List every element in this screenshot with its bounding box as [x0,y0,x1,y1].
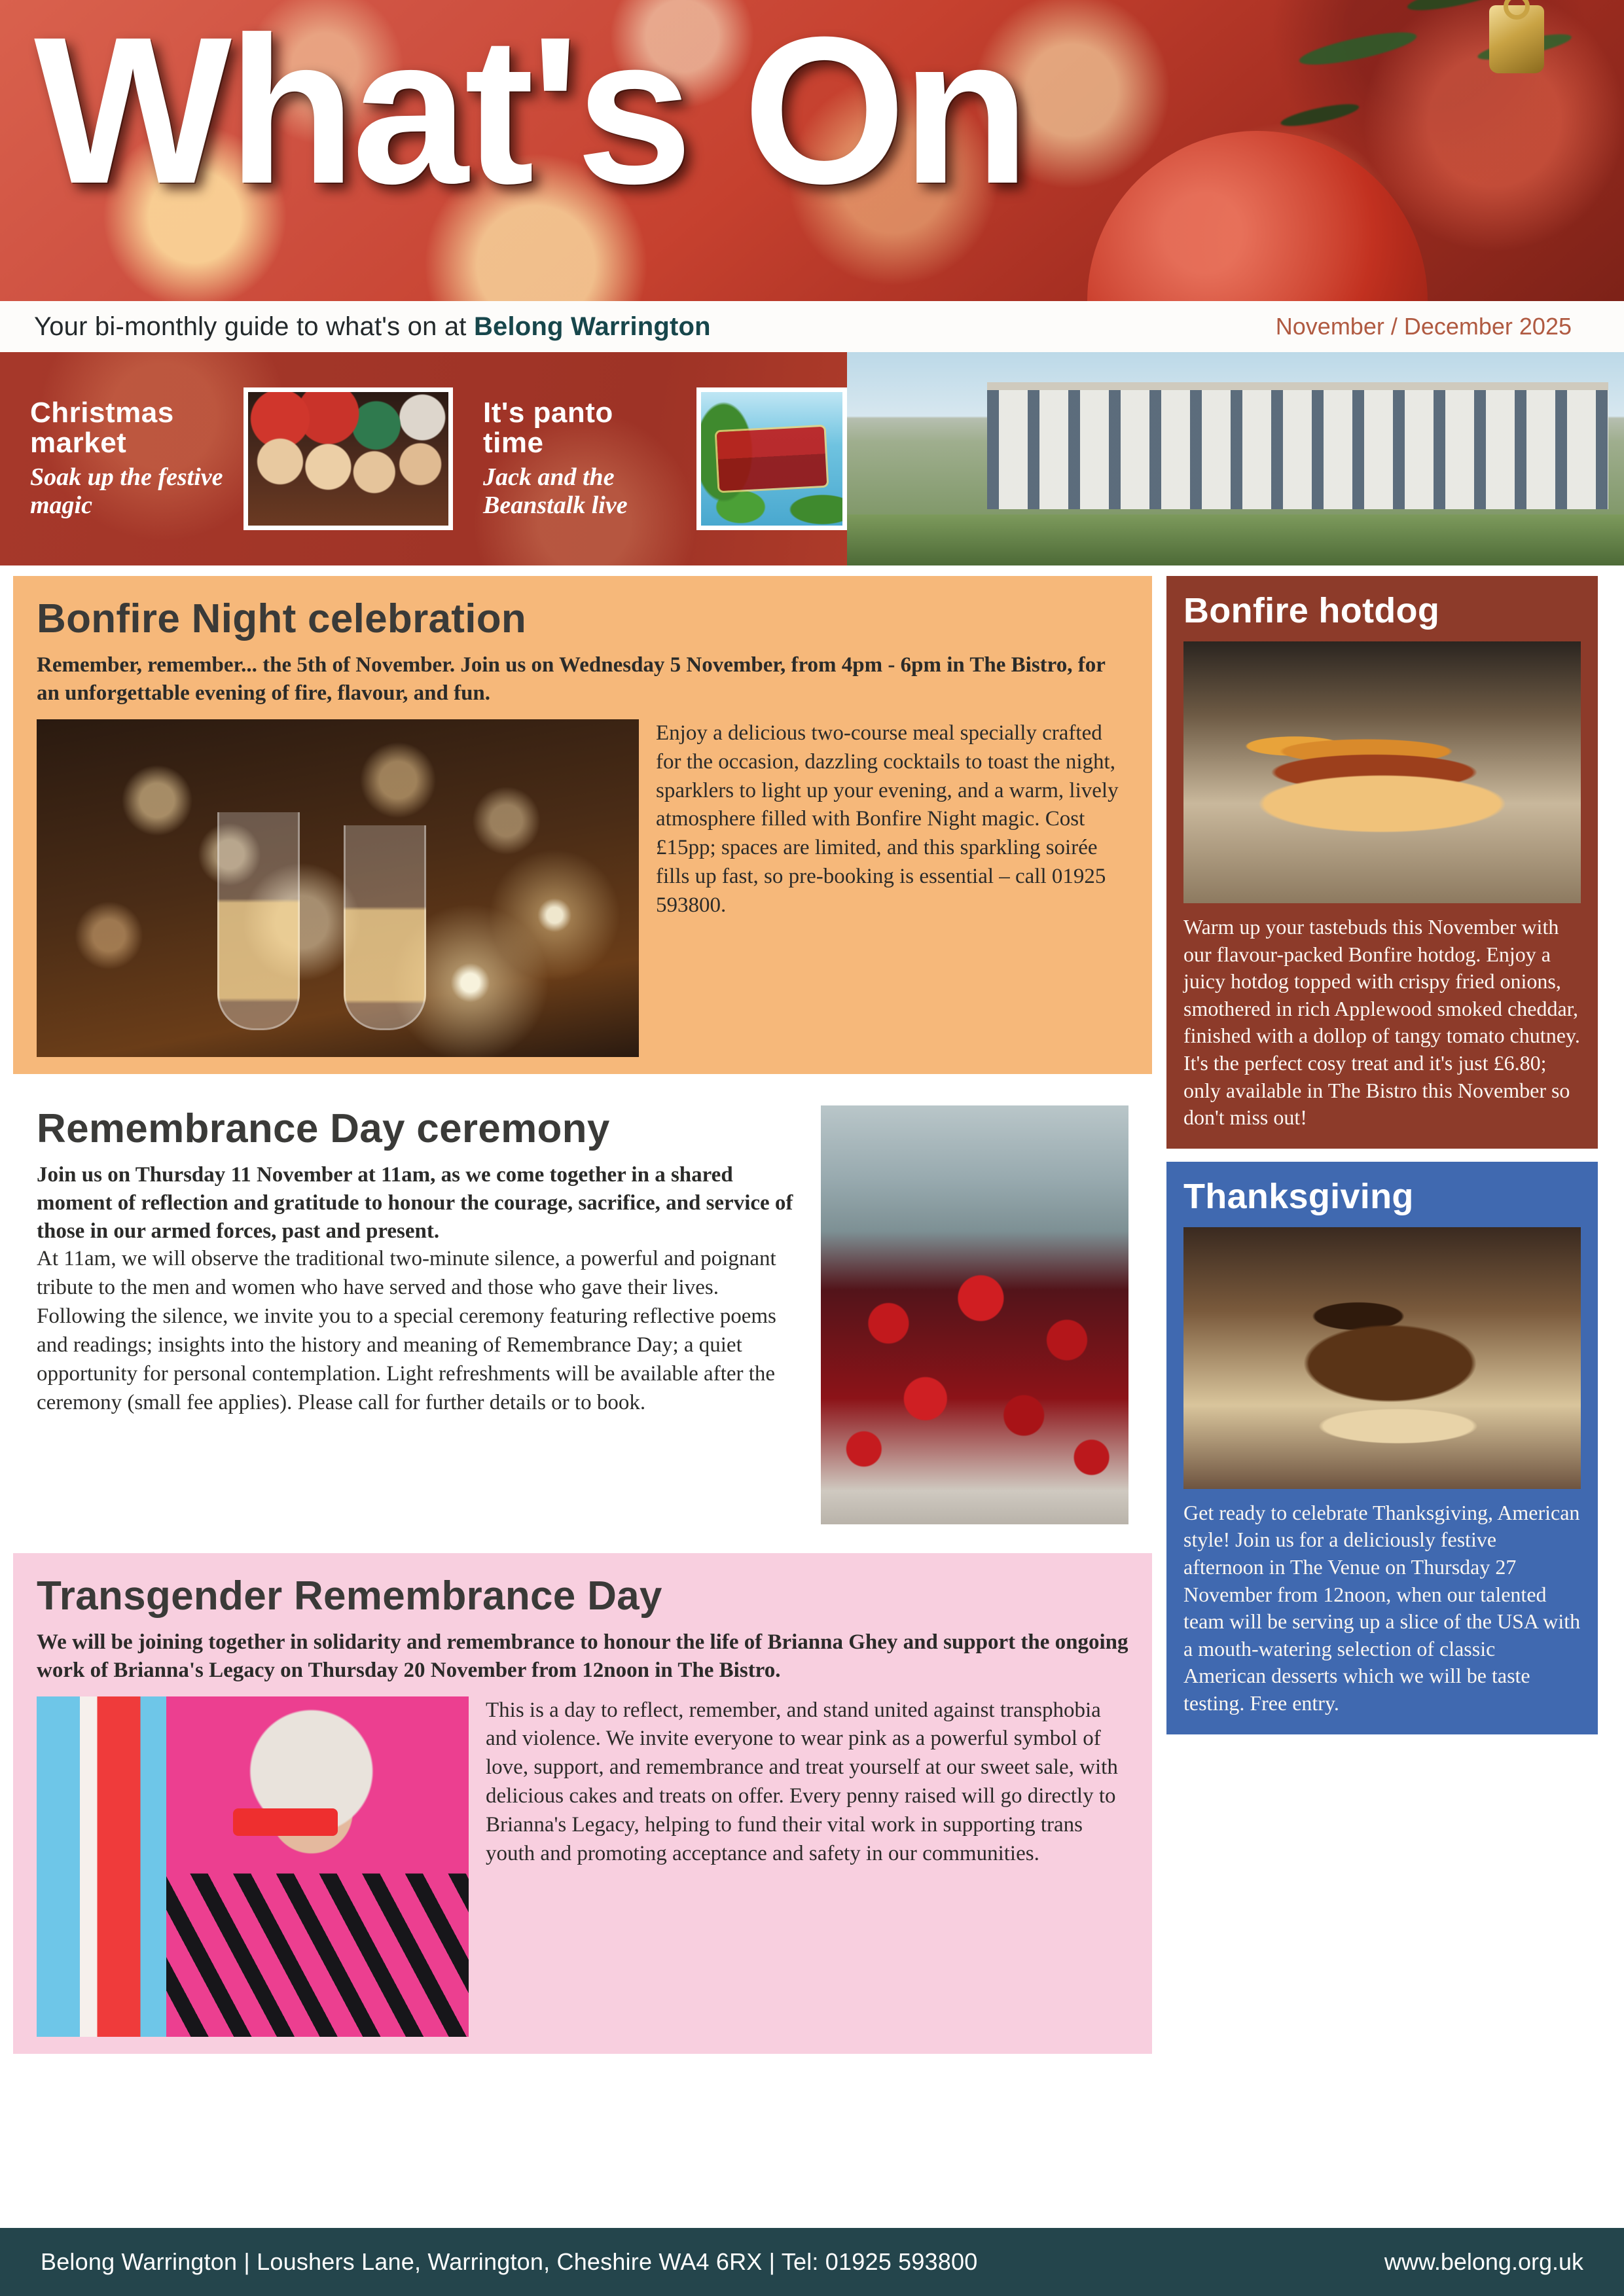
article-body: This is a day to reflect, remember, and stand united against transphobia and violence. We invite everyone to wear pink as a powerful symbol of love, support, and remembrance and treat yourself at our sweet sale, with delicious cakes and treats on offer. Every penny raised will go directly to Brianna's Legacy, helping to fund their vital work in supporting trans youth and promoting acceptance and safety in our communities. [486,1698,1118,1865]
champagne-sparklers-photo [37,719,639,1057]
sidebar-title: Bonfire hotdog [1183,591,1440,630]
main-content [0,565,1624,2280]
sidebar-bonfire-hotdog [1166,576,1598,1149]
article-remembrance-day [13,1086,1152,1541]
belong-building-photo [847,352,1624,565]
teaser-title: Christmas market [30,396,174,459]
footer-bar [0,2228,1624,2296]
jack-and-the-beanstalk-poster [696,387,847,530]
article-flow [37,1696,1128,2037]
page-title: What's On [34,0,1026,227]
sidebar-body: Warm up your tastebuds this November with our flavour-packed Bonfire hotdog. Enjoy a juicy hotdog topped with crispy fried onions, smothered in rich Applewood smoked cheddar, finished with a dollop of tangy tomato chutney. It's the perfect cosy treat and it's just £6.80; only available in The Bistro this November so don't miss out! [1183,915,1580,1130]
pecan-pie-photo [1183,1227,1581,1489]
article-lead: We will be joining together in solidarity and remembrance to honour the life of Brianna Ghey and support the ongoing work of Brianna's Legacy on Thursday 20 November from 12noon in The Bistro. [37,1630,1128,1682]
footer-website[interactable]: www.belong.org.uk [1384,2248,1583,2275]
guide-subtitle [34,312,711,342]
article-title: Bonfire Night celebration [37,596,527,641]
article-transgender-remembrance-day [13,1553,1152,2054]
left-column [13,576,1152,2280]
article-flow [37,719,1128,1057]
trans-pride-portrait-photo [37,1696,469,2037]
teaser-panto[interactable] [453,352,847,565]
teaser-text [30,398,226,520]
subtitle-prefix: Your bi-monthly guide to what's on at [34,312,474,341]
hotdog-photo [1183,641,1581,903]
teaser-banner [0,352,1624,565]
sidebar-thanksgiving [1166,1162,1598,1734]
sidebar-title: Thanksgiving [1183,1176,1414,1216]
masthead-banner [0,0,1624,301]
article-text-column [37,1105,804,1524]
right-column [1166,576,1598,2280]
teaser-subtitle: Soak up the festive magic [30,463,223,520]
article-body: Enjoy a delicious two-course meal specially crafted for the occasion, dazzling cocktails to toast the night, sparklers to light up your evening, and a warm, lively atmosphere filled with Bonfire Night magic. Cost £15pp; spaces are limited, and this sparkling soirée fills up fast, so pre-booking is essential – call 01925 593800. [656,721,1119,918]
footer-address: Belong Warrington | Loushers Lane, Warrington, Cheshire WA4 6RX | Tel: 01925 593800 [41,2248,978,2275]
article-body: At 11am, we will observe the traditional two-minute silence, a powerful and poignant tribute to the men and women who have served and those who gave their lives. Following the silence, we invite you to a special ceremony featuring reflective poems and readings; insights into the history and meaning of Remembrance Day; a quiet opportunity for personal contemplation. Light refreshments will be available after the ceremony (small fee applies). Please call for further details or to book. [37,1247,776,1414]
issue-date: November / December 2025 [1275,313,1572,340]
teaser-subtitle: Jack and the Beanstalk live [483,463,628,520]
article-lead: Remember, remember... the 5th of November. Join us on Wednesday 5 November, from 4pm - 6pm in The Bistro, for an unforgettable evening of fire, flavour, and fun. [37,653,1106,705]
article-bonfire-night [13,576,1152,1074]
article-title: Remembrance Day ceremony [37,1105,610,1151]
teaser-title: It's panto time [483,396,613,459]
article-flow [37,1105,1128,1524]
sidebar-body: Get ready to celebrate Thanksgiving, American style! Join us for a deliciously festive afternoon in The Venue on Thursday 27 November from 12noon, when our talented team will be serving up a slice of the USA with a mouth-watering selection of classic American desserts which we will be taste testing. Free entry. [1183,1500,1581,1715]
christmas-figurines-photo [244,387,453,530]
article-lead: Join us on Thursday 11 November at 11am, as we come together in a shared moment of reflection and gratitude to honour the courage, sacrifice, and service of those in our armed forces, past and present. [37,1162,793,1243]
teaser-text [483,398,679,520]
venue-name: Belong Warrington [473,312,711,341]
subtitle-bar [0,301,1624,352]
article-title: Transgender Remembrance Day [37,1573,662,1619]
teaser-christmas-market[interactable] [0,352,453,565]
poppy-wreath-photo [821,1105,1128,1524]
